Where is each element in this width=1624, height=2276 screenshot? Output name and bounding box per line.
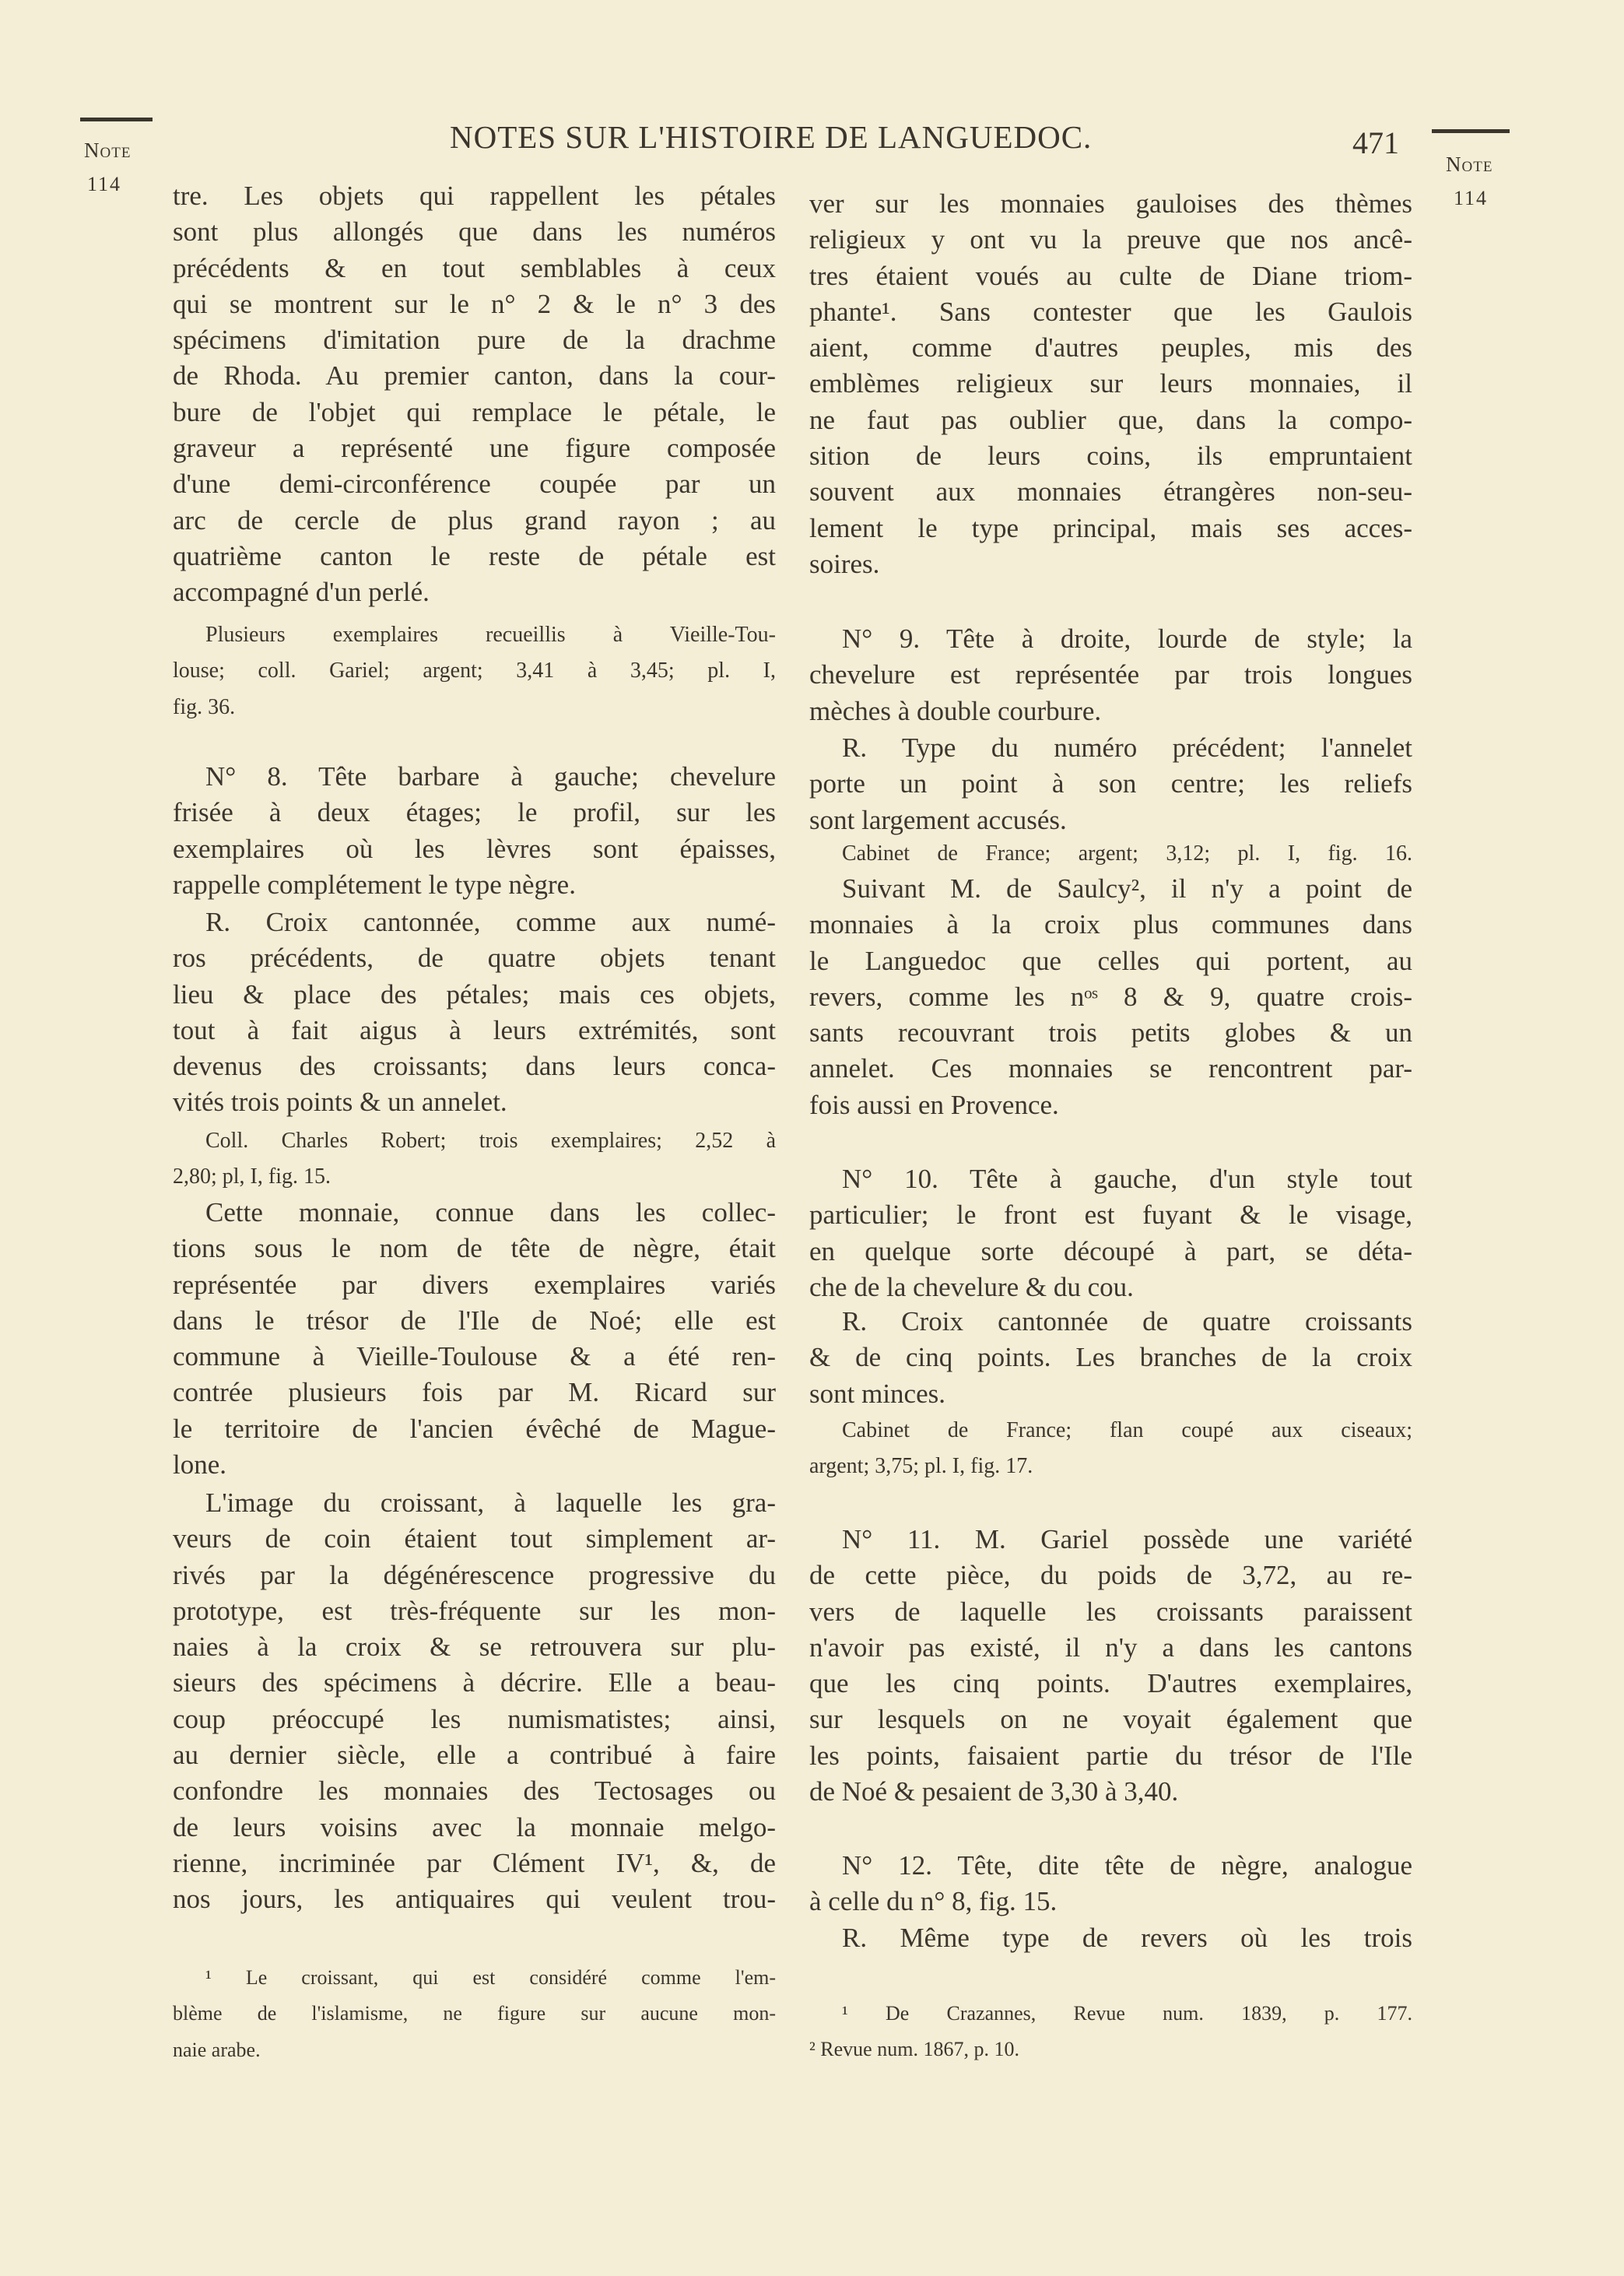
paragraph xyxy=(809,621,1412,729)
text-line: naie arabe. xyxy=(173,2038,261,2061)
paragraph xyxy=(173,1195,776,1483)
text-line: fois aussi en Provence. xyxy=(809,1089,1059,1120)
text-line: les points, faisaient partie du trésor de l'Ile xyxy=(809,1740,1412,1771)
text-line: sants recouvrant trois petits globes & un xyxy=(809,1017,1412,1048)
text-line: revers, comme les nᵒˢ 8 & 9, quatre crois- xyxy=(809,981,1412,1012)
text-line: le Languedoc que celles qui portent, au xyxy=(809,945,1412,976)
text-line: 2,80; pl, I, fig. 15. xyxy=(173,1164,331,1189)
specimen-reference xyxy=(809,1413,1412,1485)
text-line: ² Revue num. 1867, p. 10. xyxy=(809,2038,1019,2061)
paragraph xyxy=(809,730,1412,838)
text-line: chevelure est représentée par trois longues xyxy=(809,659,1412,690)
text-line: argent; 3,75; pl. I, fig. 17. xyxy=(809,1454,1033,1479)
text-line: précédents & en tout semblables à ceux xyxy=(173,252,776,283)
footnotes xyxy=(809,1996,1412,2068)
text-line: soires. xyxy=(809,548,880,579)
text-line: Cette monnaie, connue dans les collec- xyxy=(205,1197,776,1228)
text-line: sont plus allongés que dans les numéros xyxy=(173,216,776,248)
text-line: che de la chevelure & du cou. xyxy=(809,1271,1134,1302)
text-line: lieu & place des pétales; mais ces objets, xyxy=(173,978,776,1010)
page-number: 471 xyxy=(1352,125,1399,160)
right-margin-note-number: 114 xyxy=(1454,187,1489,209)
text-line: représentée par divers exemplaires variés xyxy=(173,1269,776,1300)
text-line: commune à Vieille-Toulouse & a été ren- xyxy=(173,1341,776,1372)
text-line: de cette pièce, du poids de 3,72, au re- xyxy=(809,1560,1412,1591)
text-line: N° 11. M. Gariel possède une variété xyxy=(842,1524,1412,1554)
text-line: annelet. Ces monnaies se rencontrent par- xyxy=(809,1053,1412,1084)
text-line: ¹ Le croissant, qui est considéré comme l'em- xyxy=(205,1966,776,1989)
text-line: lement le type principal, mais ses acces- xyxy=(809,512,1412,543)
text-line: ne faut pas oublier que, dans la compo- xyxy=(809,404,1412,435)
text-line: N° 8. Tête barbare à gauche; chevelure xyxy=(205,761,776,792)
text-line: Suivant M. de Saulcy², il n'y a point de xyxy=(842,873,1412,904)
text-line: sition de leurs coins, ils empruntaient xyxy=(809,441,1412,472)
paragraph xyxy=(173,904,776,1121)
paragraph xyxy=(173,1485,776,1918)
text-line: graveur a représenté une figure composée xyxy=(173,433,776,464)
text-line: au dernier siècle, elle a contribué à faire xyxy=(173,1740,776,1771)
paragraph xyxy=(809,871,1412,1123)
text-line: blème de l'islamisme, ne figure sur aucune mon- xyxy=(173,2002,776,2025)
text-line: Plusieurs exemplaires recueillis à Vieille-Tou- xyxy=(205,623,776,647)
text-line: de Rhoda. Au premier canton, dans la cour- xyxy=(173,360,776,392)
text-line: vités trois points & un annelet. xyxy=(173,1087,507,1118)
text-line: confondre les monnaies des Tectosages ou xyxy=(173,1775,776,1807)
text-line: que les cinq points. D'autres exemplaires, xyxy=(809,1668,1412,1699)
text-line: ros précédents, de quatre objets tenant xyxy=(173,943,776,974)
text-line: contrée plusieurs fois par M. Ricard sur xyxy=(173,1377,776,1408)
text-line: N° 9. Tête à droite, lourde de style; la xyxy=(842,623,1412,654)
text-line: nos jours, les antiquaires qui veulent trou- xyxy=(173,1884,776,1915)
text-line: R. Croix cantonnée de quatre croissants xyxy=(842,1306,1412,1336)
paragraph xyxy=(809,1304,1412,1412)
text-line: monnaies à la croix plus communes dans xyxy=(809,909,1412,940)
text-line: le territoire de l'ancien évêché de Mague- xyxy=(173,1413,776,1444)
text-line: devenus des croissants; dans leurs conca- xyxy=(173,1051,776,1082)
text-line: n'avoir pas existé, il n'y a dans les cantons xyxy=(809,1631,1412,1663)
text-line: tout à fait aigus à leurs extrémités, sont xyxy=(173,1014,776,1045)
text-line: porte un point à son centre; les reliefs xyxy=(809,768,1412,799)
text-line: & de cinq points. Les branches de la croix xyxy=(809,1342,1412,1373)
footnotes xyxy=(173,1960,776,2068)
specimen-reference xyxy=(173,617,776,725)
text-line: sur lesquels on ne voyait également que xyxy=(809,1704,1412,1735)
text-line: N° 10. Tête à gauche, d'un style tout xyxy=(842,1164,1412,1194)
text-line: tres étaient voués au culte de Diane triom- xyxy=(809,260,1412,291)
paragraph xyxy=(809,1920,1412,1956)
text-line: particulier; le front est fuyant & le visage, xyxy=(809,1199,1412,1231)
text-line: R. Type du numéro précédent; l'annelet xyxy=(842,732,1412,763)
running-header: NOTES SUR L'HISTOIRE DE LANGUEDOC. xyxy=(450,119,1093,155)
text-line: R. Même type de revers où les trois xyxy=(842,1923,1412,1953)
text-line: mèches à double courbure. xyxy=(809,695,1102,726)
text-line: d'une demi-circonférence coupée par un xyxy=(173,469,776,500)
text-line: rienne, incriminée par Clément IV¹, &, de xyxy=(173,1847,776,1878)
text-line: de Noé & pesaient de 3,30 à 3,40. xyxy=(809,1776,1179,1807)
text-line: ver sur les monnaies gauloises des thèmes xyxy=(809,188,1412,219)
text-line: Cabinet de France; flan coupé aux ciseaux; xyxy=(842,1418,1412,1442)
paragraph xyxy=(809,1161,1412,1305)
text-line: bure de l'objet qui remplace le pétale, le xyxy=(173,396,776,427)
text-line: arc de cercle de plus grand rayon ; au xyxy=(173,504,776,536)
text-line: en quelque sorte découpé à part, se déta- xyxy=(809,1235,1412,1266)
text-line: phante¹. Sans contester que les Gaulois xyxy=(809,296,1412,327)
specimen-reference xyxy=(173,1123,776,1196)
text-line: sieurs des spécimens à décrire. Elle a beau- xyxy=(173,1667,776,1698)
text-line: quatrième canton le reste de pétale est xyxy=(173,540,776,571)
paragraph xyxy=(173,759,776,903)
text-line: Coll. Charles Robert; trois exemplaires; 2,52 à xyxy=(205,1129,776,1153)
left-margin-note-number: 114 xyxy=(87,173,122,195)
text-line: sont minces. xyxy=(809,1378,945,1409)
paragraph xyxy=(809,1848,1412,1920)
text-line: N° 12. Tête, dite tête de nègre, analogue xyxy=(842,1850,1412,1881)
specimen-reference xyxy=(809,836,1412,872)
right-margin-note-label: Note xyxy=(1446,153,1493,176)
text-line: tre. Les objets qui rappellent les pétales xyxy=(173,181,776,211)
text-line: R. Croix cantonnée, comme aux numé- xyxy=(205,907,776,937)
text-line: lone. xyxy=(173,1449,227,1480)
text-line: L'image du croissant, à laquelle les gra- xyxy=(205,1487,776,1518)
text-line: naies à la croix & se retrouvera sur plu- xyxy=(173,1631,776,1663)
text-line: ¹ De Crazannes, Revue num. 1839, p. 177. xyxy=(842,2002,1412,2025)
text-line: qui se montrent sur le n° 2 & le n° 3 des xyxy=(173,288,776,319)
text-line: sont largement accusés. xyxy=(809,804,1067,835)
left-margin-note-label: Note xyxy=(84,139,132,162)
text-line: de leurs voisins avec la monnaie melgo- xyxy=(173,1811,776,1842)
text-line: Cabinet de France; argent; 3,12; pl. I, fig. 16. xyxy=(842,841,1412,866)
text-line: coup préoccupé les numismatistes; ainsi, xyxy=(173,1703,776,1734)
text-line: emblèmes religieux sur leurs monnaies, il xyxy=(809,368,1412,399)
text-line: exemplaires où les lèvres sont épaisses, xyxy=(173,833,776,864)
text-line: souvent aux monnaies étrangères non-seu- xyxy=(809,476,1412,508)
text-line: aient, comme d'autres peuples, mis des xyxy=(809,332,1412,364)
text-line: rappelle complétement le type nègre. xyxy=(173,869,576,900)
text-line: à celle du n° 8, fig. 15. xyxy=(809,1886,1058,1917)
text-line: tions sous le nom de tête de nègre, était xyxy=(173,1233,776,1264)
right-margin-rule xyxy=(1432,129,1510,133)
text-line: accompagné d'un perlé. xyxy=(173,577,430,608)
text-line: fig. 36. xyxy=(173,694,236,719)
paragraph xyxy=(809,186,1412,582)
text-line: frisée à deux étages; le profil, sur les xyxy=(173,797,776,828)
text-line: rivés par la dégénérescence progressive du xyxy=(173,1559,776,1590)
text-line: veurs de coin étaient tout simplement ar- xyxy=(173,1523,776,1554)
text-line: louse; coll. Gariel; argent; 3,41 à 3,45; pl. I, xyxy=(173,659,776,683)
text-line: spécimens d'imitation pure de la drachme xyxy=(173,325,776,356)
text-line: religieux y ont vu la preuve que nos ancê- xyxy=(809,224,1412,255)
paragraph xyxy=(173,178,776,611)
text-line: dans le trésor de l'Ile de Noé; elle est xyxy=(173,1305,776,1336)
text-line: vers de laquelle les croissants paraissent xyxy=(809,1596,1412,1627)
text-line: prototype, est très-fréquente sur les mon- xyxy=(173,1595,776,1626)
left-margin-rule xyxy=(80,118,153,121)
paragraph xyxy=(809,1522,1412,1810)
